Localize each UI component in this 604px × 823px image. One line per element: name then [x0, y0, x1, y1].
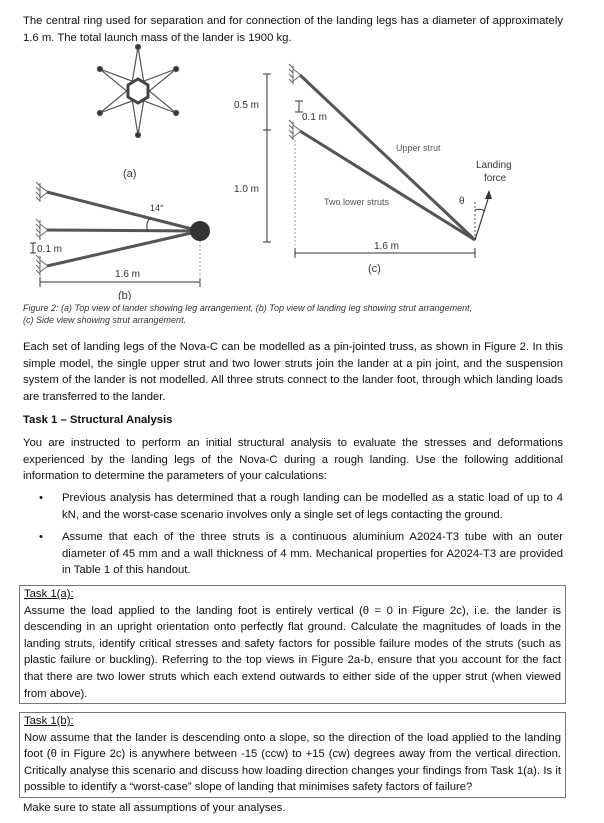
upper-pin-support — [289, 64, 301, 84]
dim-0-5m: 0.5 m — [234, 100, 260, 111]
panel-c-side-view — [234, 64, 512, 258]
lander-foot — [97, 67, 102, 72]
dim-1-6m-c: 1.6 m — [374, 241, 400, 252]
task-1b-box — [19, 712, 566, 798]
landing-foot — [190, 221, 210, 241]
panel-a-lander-top-view — [97, 45, 178, 138]
lander-foot — [174, 111, 179, 116]
truss-model-paragraph: Each set of landing legs of the Nova-C can be modelled as a pin-jointed truss, as shown in Figure 2. In this simple model, the single upper strut and two lower struts join the lander at a pin joint, and the suspension system of the lander is not modelled. All three struts connect to the lander foot, through which landing loads are transferred to the lander. — [23, 341, 563, 403]
lower-struts — [300, 131, 475, 240]
dim-0-1m-c: 0.1 m — [302, 112, 328, 123]
task-1b-title: Task 1(b): — [24, 715, 74, 727]
assumptions-list — [23, 490, 563, 585]
bullet-item — [23, 529, 563, 579]
pin-support-middle — [36, 219, 48, 240]
lower-strut-right — [47, 231, 200, 266]
lander-foot — [136, 45, 141, 50]
bullet-text-2: Assume that each of the three struts is a continuous aluminium A2024-T3 tube with an outer diameter of 45 mm and a wall thickness of 4 mm. Mechanical properties for A2024-T3 are provided in Table 1 of this handout. — [62, 531, 563, 577]
upper-strut — [300, 75, 475, 240]
caption-line-2: (c) Side view showing strut arrangement. — [23, 314, 187, 325]
intro-paragraph: The central ring used for separation and for connection of the landing legs has a diameter of approximately 1.6 m. The total launch mass of the lander is 1900 kg. — [23, 15, 563, 44]
caption-line-1: Figure 2: (a) Top view of lander showing leg arrangement, (b) Top view of landing leg showing strut arrangement, — [23, 303, 473, 313]
panel-a-label: (a) — [123, 168, 137, 180]
arrow-head — [485, 190, 492, 199]
upper-strut-top — [47, 230, 200, 231]
pin-support-lower — [36, 255, 48, 276]
upper-strut-label: Upper strut — [396, 143, 441, 153]
theta-label: θ — [459, 196, 465, 207]
dim-1-0m: 1.0 m — [234, 184, 260, 195]
lower-struts-label: Two lower struts — [324, 197, 390, 207]
lander-leg — [132, 100, 143, 135]
landing-force-label-2: force — [484, 173, 507, 184]
task-1b-body: Now assume that the lander is descending onto a slope, so the direction of the load applied to the landing foot (θ in Figure 2c) is anywhere between -15 (ccw) to +15 (cw) degrees away from the vertical direction. Critically analyse this scenario and discuss how loading direction changes your findings from Task 1(a). Is it possible to identify a “worst-case” slope of landing that minimises safety factors of failure? — [24, 731, 561, 794]
angle-label: 14° — [150, 203, 164, 213]
pin-support-upper — [36, 182, 48, 202]
height-dimension — [263, 74, 271, 242]
task-1a-box — [19, 585, 566, 704]
panel-b-strut-top-view — [30, 182, 210, 287]
bullet-icon: • — [39, 492, 43, 504]
lander-leg — [132, 47, 143, 82]
lower-pin-support — [289, 120, 301, 140]
task-1a-body: Assume the load applied to the landing foot is entirely vertical (θ = 0 in Figure 2c), i.e. the lander is descending in an upright orientation onto perfectly flat ground. Calculate the magnitudes of loads in the landing struts, identify critical stresses and safety factors for possible failure modes of the struts (such as plastic failure or buckling). Referring to the top views in Figure 2a-b, ensure that you account for the fact that there are two lower struts which each extend outwards to either side of the upper strut (when viewed from above). — [24, 604, 561, 700]
landing-force-arrow — [475, 196, 489, 240]
bullet-text-1: Previous analysis has determined that a rough landing can be modelled as a static load of up to 4 kN, and the worst-case scenario involves only a single set of legs contacting the ground. — [62, 492, 563, 521]
lower-strut-left — [47, 192, 200, 231]
lander-foot — [136, 133, 141, 138]
landing-force-label-1: Landing — [476, 160, 512, 171]
offset-dimension — [30, 243, 36, 253]
lander-foot — [174, 67, 179, 72]
instructions-paragraph: You are instructed to perform an initial structural analysis to evaluate the stresses and deformations experienced by the landing legs of the Nova-C during a rough landing. Use the following additional information to determine the parameters of your calculations: — [23, 437, 563, 483]
offset-label: 0.1 m — [37, 244, 63, 255]
panel-b-label: (b) — [118, 290, 132, 300]
figure-2 — [0, 0, 604, 300]
angle-arc — [147, 218, 150, 231]
task-1-heading: Task 1 – Structural Analysis — [23, 414, 173, 426]
offset-dimension-c — [295, 101, 303, 112]
bullet-icon: • — [39, 531, 43, 544]
central-ring — [128, 79, 148, 103]
task-1a-title: Task 1(a): — [24, 588, 74, 600]
panel-c-label: (c) — [368, 263, 381, 275]
length-label: 1.6 m — [115, 269, 141, 280]
figure-caption — [23, 303, 563, 326]
lander-foot — [97, 111, 102, 116]
bullet-item — [23, 490, 563, 523]
closing-note: Make sure to state all assumptions of your analyses. — [23, 802, 286, 814]
